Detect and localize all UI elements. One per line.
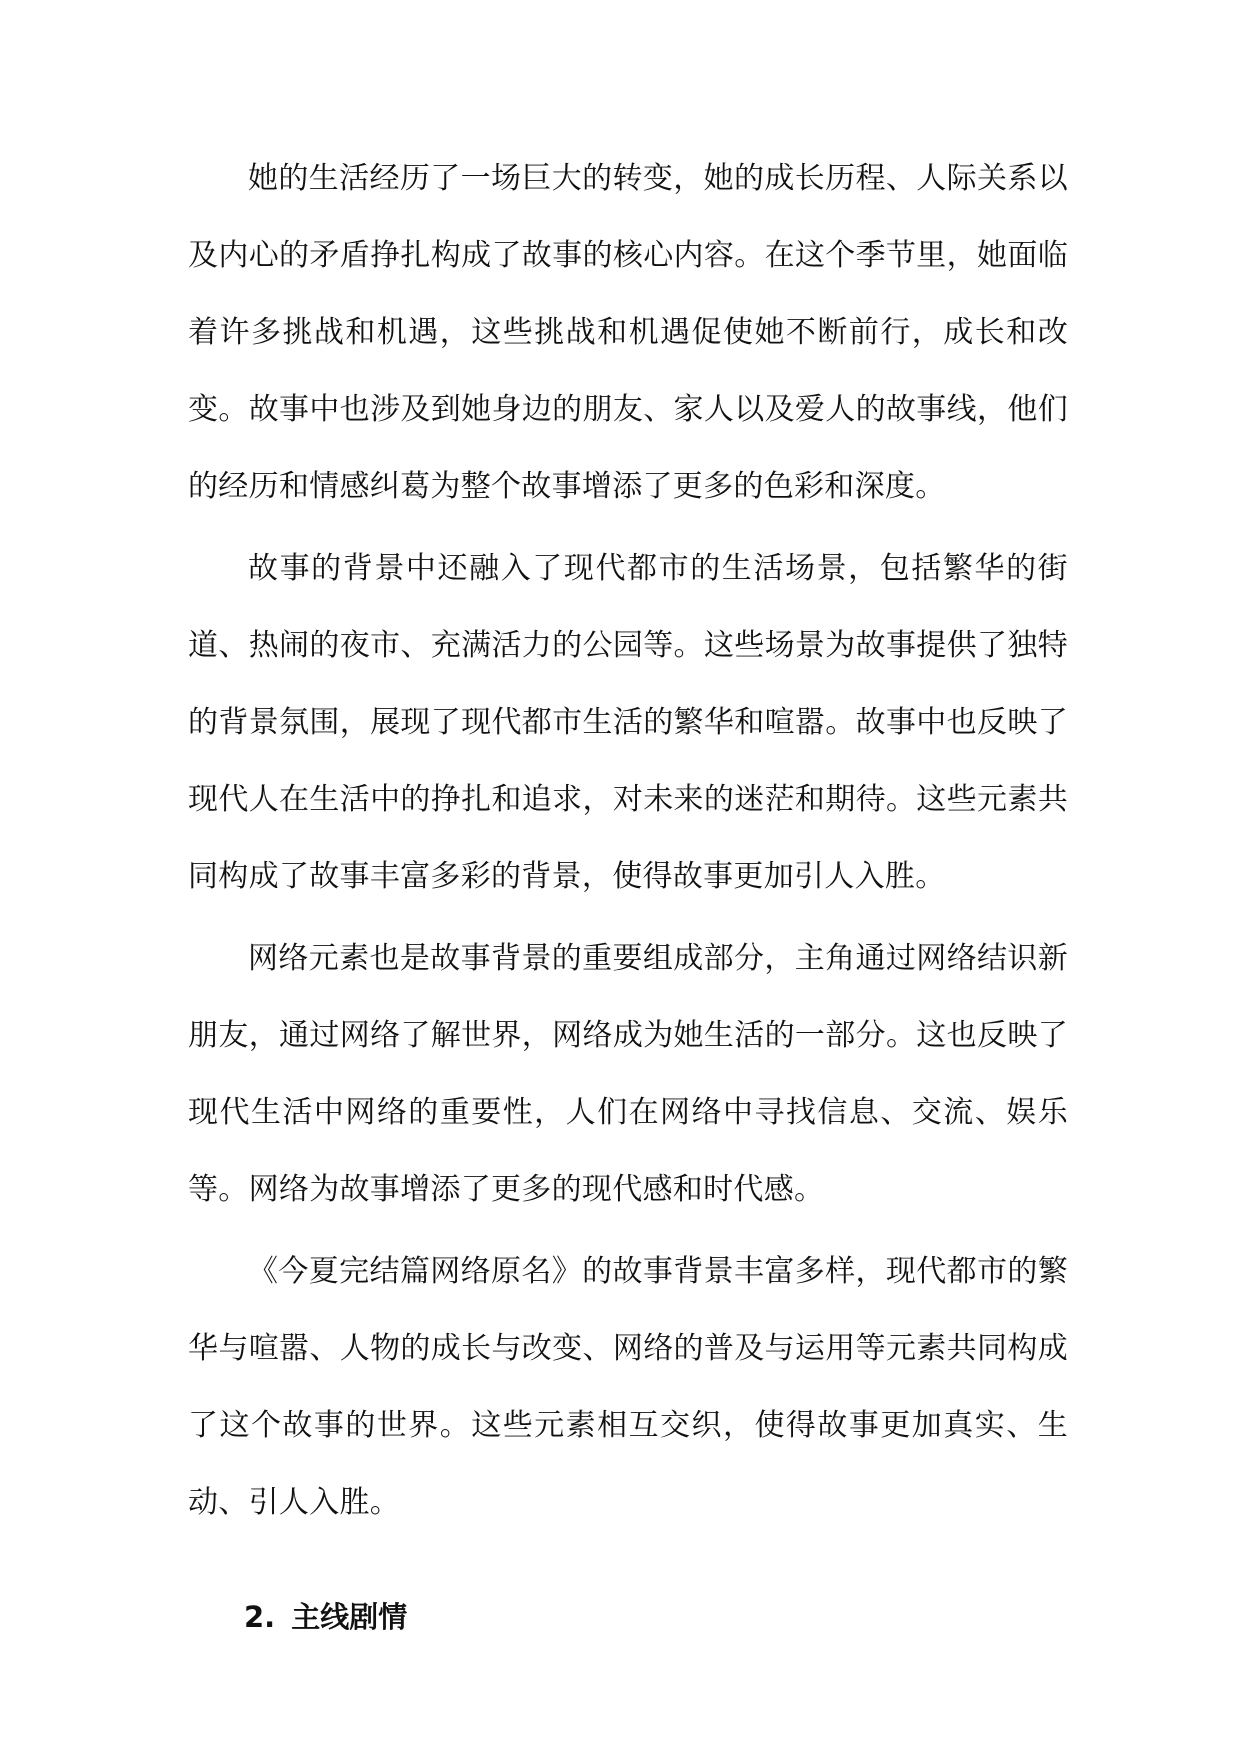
section-heading (244, 1597, 1068, 1637)
document-page (188, 140, 1068, 1637)
paragraph-4: 《今夏完结篇网络原名》的故事背景丰富多样，现代都市的繁华与喧嚣、人物的成长与改变、网络的普及与运用等元素共同构成了这个故事的世界。这些元素相互交织，使得故事更加真实、生动、引人入胜。 (188, 1254, 1068, 1520)
paragraph-3: 网络元素也是故事背景的重要组成部分，主角通过网络结识新朋友，通过网络了解世界，网络成为她生活的一部分。这也反映了现代生活中网络的重要性，人们在网络中寻找信息、交流、娱乐等。网络为故事增添了更多的现代感和时代感。 (188, 941, 1068, 1207)
paragraph-1: 她的生活经历了一场巨大的转变，她的成长历程、人际关系以及内心的矛盾挣扎构成了故事的核心内容。在这个季节里，她面临着许多挑战和机遇，这些挑战和机遇促使她不断前行，成长和改变。故事中也涉及到她身边的朋友、家人以及爱人的故事线，他们的经历和情感纠葛为整个故事增添了更多的色彩和深度。 (188, 161, 1068, 504)
section-number: 2. (244, 1600, 276, 1634)
section-title: 主线剧情 (291, 1600, 408, 1634)
paragraph-2: 故事的背景中还融入了现代都市的生活场景，包括繁华的街道、热闹的夜市、充满活力的公园等。这些场景为故事提供了独特的背景氛围，展现了现代都市生活的繁华和喧嚣。故事中也反映了现代人在生活中的挣扎和追求，对未来的迷茫和期待。这些元素共同构成了故事丰富多彩的背景，使得故事更加引人入胜。 (188, 551, 1068, 894)
